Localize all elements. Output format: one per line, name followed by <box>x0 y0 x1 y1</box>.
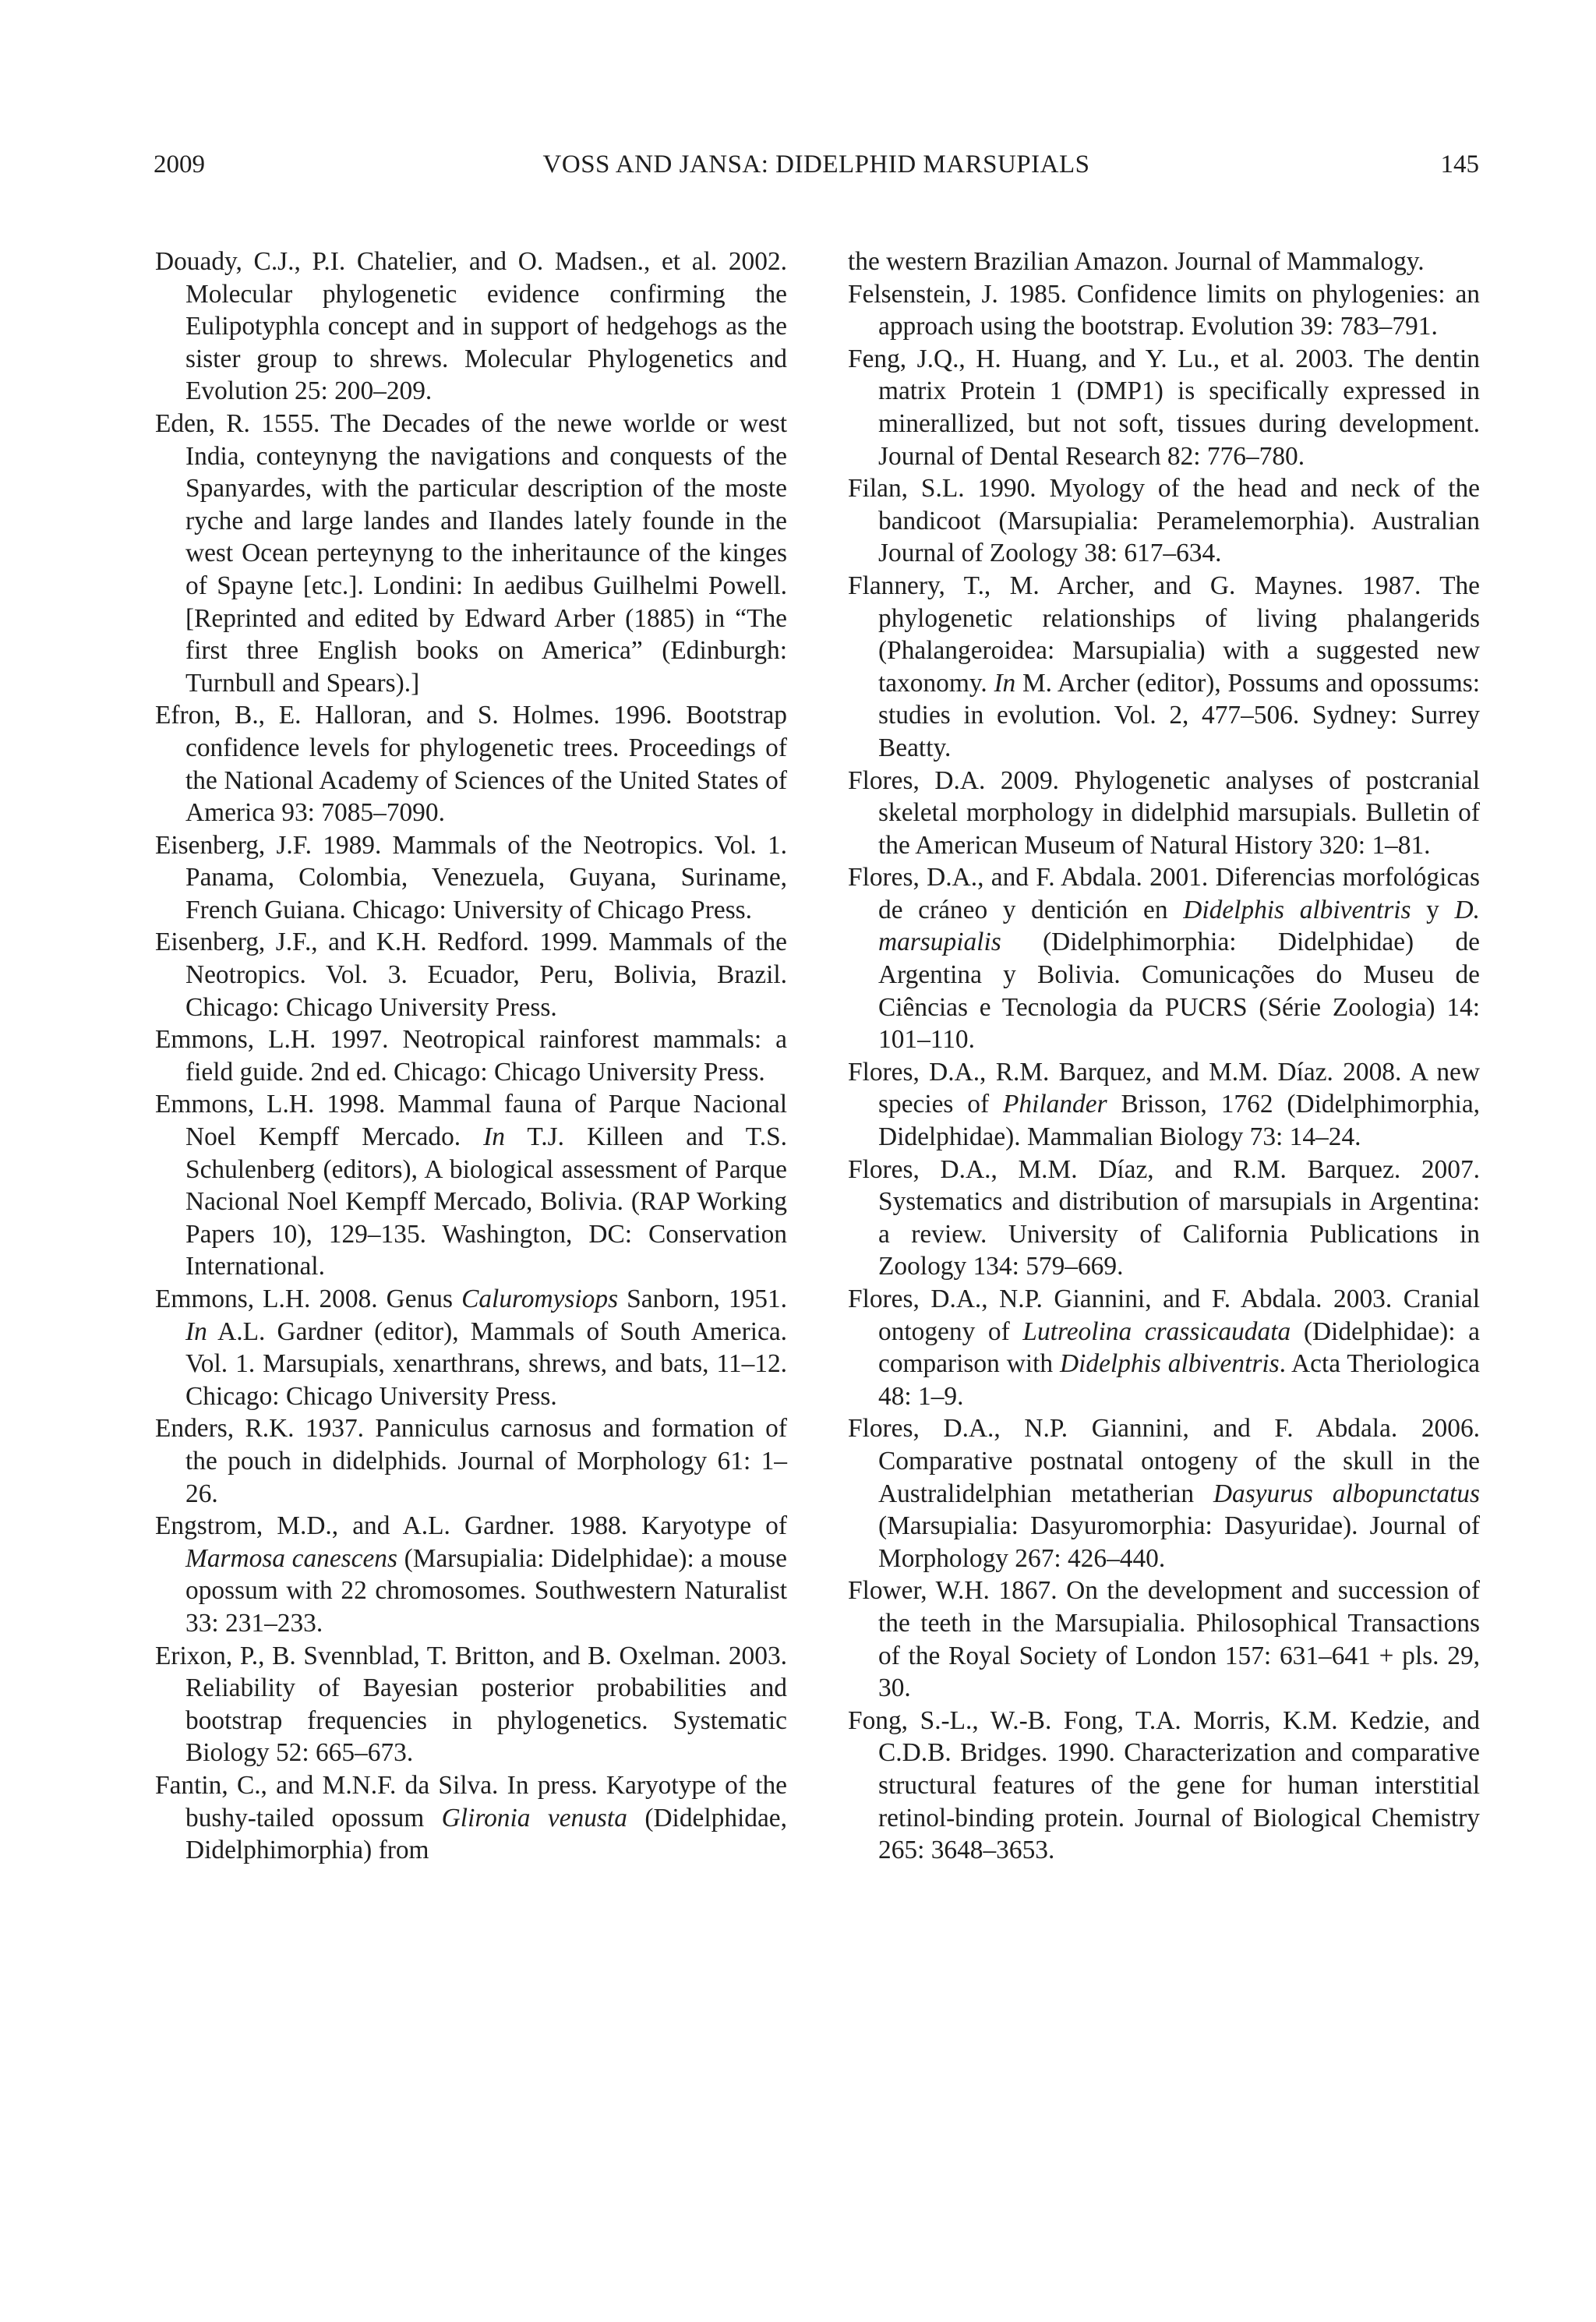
running-header <box>154 145 1479 184</box>
reference-entry: Enders, R.K. 1937. Panniculus carnosus and formation of the pouch in didelphids. Journal of Morphology 61: 1–26. <box>155 1414 787 1508</box>
reference-entry: Flores, D.A. 2009. Phylogenetic analyses of postcranial skeletal morphology in didelphid marsupials. Bulletin of the American Museum of Natural History 320: 1–81. <box>848 765 1480 860</box>
reference-entry: Fong, S.-L., W.-B. Fong, T.A. Morris, K.M. Kedzie, and C.D.B. Bridges. 1990. Characterization and comparative structural features of the gene for human interstitial retinol-binding protein. Journal of Biological Chemistry 265: 3648–3653. <box>848 1705 1480 1865</box>
right-column <box>848 246 1480 1867</box>
reference-entry: Flores, D.A., N.P. Giannini, and F. Abdala. 2003. Cranial ontogeny of Lutreolina crassicaudata (Didelphidae): a comparison with Didelphis albiventris. Acta Theriologica 48: 1–9. <box>848 1285 1481 1411</box>
reference-entry: Flower, W.H. 1867. On the development and succession of the teeth in the Marsupialia. Philosophical Transactions of the Royal Society of London 157: 631–641 + pls. 29, 30. <box>848 1576 1480 1703</box>
reference-entry: Eisenberg, J.F., and K.H. Redford. 1999. Mammals of the Neotropics. Vol. 3. Ecuador, Peru, Bolivia, Brazil. Chicago: Chicago University Press. <box>155 928 787 1022</box>
reference-entry: Engstrom, M.D., and A.L. Gardner. 1988. Karyotype of Marmosa canescens (Marsupialia: Didelphidae): a mouse opossum with 22 chromosomes. Southwestern Naturalist 33: 231–233. <box>155 1511 787 1638</box>
reference-entry: Flannery, T., M. Archer, and G. Maynes. 1987. The phylogenetic relationships of living phalangerids (Phalangeroidea: Marsupialia) with a suggested new taxonomy. In M. Archer (editor), Possums and opossums: studies in evolution. Vol. 2, 477–506. Sydney: Surrey Beatty. <box>848 571 1480 762</box>
header-title: VOSS AND JANSA: DIDELPHID MARSUPIALS <box>542 150 1090 178</box>
reference-entry: Douady, C.J., P.I. Chatelier, and O. Madsen., et al. 2002. Molecular phylogenetic evidence confirming the Eulipotyphla concept and in support of hedgehogs as the sister group to shrews. Molecular Phylogenetics and Evolution 25: 200–209. <box>155 247 787 406</box>
reference-entry: Erixon, P., B. Svennblad, T. Britton, and B. Oxelman. 2003. Reliability of Bayesian posterior probabilities and bootstrap frequencies in phylogenetics. Systematic Biology 52: 665–673. <box>155 1641 787 1768</box>
reference-entry: Flores, D.A., and F. Abdala. 2001. Diferencias morfológicas de cráneo y dentición en Didelphis albiventris y D. marsupialis (Didelphimorphia: Didelphidae) de Argentina y Bolivia. Comunicações do Museu de Ciências e Tecnologia da PUCRS (Série Zoologia) 14: 101–110. <box>848 863 1480 1055</box>
page-number: 145 <box>1440 150 1479 178</box>
header-year: 2009 <box>154 150 205 178</box>
reference-entry: Eden, R. 1555. The Decades of the newe worlde or west India, conteynyng the navigations and conquests of the Spanyardes, with the particular description of the moste ryche and large landes and Ilandes lately founde in the west Ocean perteynyng to the inheritaunce of the kinges of Spayne [etc.]. Londini: In aedibus Guilhelmi Powell. [Reprinted and edited by Edward Arber (1885) in “The first three English books on America” (Edinburgh: Turnbull and Spears).] <box>155 408 787 698</box>
reference-entry: Flores, D.A., N.P. Giannini, and F. Abdala. 2006. Comparative postnatal ontogeny of the skull in the Australidelphian metatherian Dasyurus albopunctatus (Marsupialia: Dasyuromorphia: Dasyuridae). Journal of Morphology 267: 426–440. <box>848 1414 1480 1573</box>
reference-entry: Fantin, C., and M.N.F. da Silva. In press. Karyotype of the bushy-tailed opossum Glironia venusta (Didelphidae, Didelphimorphia) from <box>155 1770 787 1865</box>
reference-entry: Felsenstein, J. 1985. Confidence limits on phylogenies: an approach using the bootstrap. Evolution 39: 783–791. <box>848 279 1480 341</box>
reference-entry: Feng, J.Q., H. Huang, and Y. Lu., et al. 2003. The dentin matrix Protein 1 (DMP1) is specifically expressed in minerallized, but not soft, tissues during development. Journal of Dental Research 82: 776–780. <box>848 344 1480 471</box>
reference-entry: Flores, D.A., R.M. Barquez, and M.M. Díaz. 2008. A new species of Philander Brisson, 1762 (Didelphimorphia, Didelphidae). Mammalian Biology 73: 14–24. <box>848 1057 1480 1152</box>
reference-entry: Emmons, L.H. 2008. Genus Caluromysiops Sanborn, 1951. In A.L. Gardner (editor), Mammals of South America. Vol. 1. Marsupials, xenarthrans, shrews, and bats, 11–12. Chicago: Chicago University Press. <box>155 1285 787 1411</box>
reference-entry: Filan, S.L. 1990. Myology of the head and neck of the bandicoot (Marsupialia: Peramelemorphia). Australian Journal of Zoology 38: 617–634. <box>848 474 1480 568</box>
reference-entry: Emmons, L.H. 1998. Mammal fauna of Parque Nacional Noel Kempff Mercado. In T.J. Killeen and T.S. Schulenberg (editors), A biological assessment of Parque Nacional Noel Kempff Mercado, Bolivia. (RAP Working Papers 10), 129–135. Washington, DC: Conservation International. <box>155 1090 787 1281</box>
reference-entry: the western Brazilian Amazon. Journal of Mammalogy. <box>848 247 1425 276</box>
left-column <box>155 246 787 1867</box>
reference-entry: Efron, B., E. Halloran, and S. Holmes. 1996. Bootstrap confidence levels for phylogenetic trees. Proceedings of the National Academy of Sciences of the United States of America 93: 7085–7090. <box>155 701 787 828</box>
reference-entry: Flores, D.A., M.M. Díaz, and R.M. Barquez. 2007. Systematics and distribution of marsupials in Argentina: a review. University of California Publications in Zoology 134: 579–669. <box>848 1154 1480 1281</box>
reference-entry: Emmons, L.H. 1997. Neotropical rainforest mammals: a field guide. 2nd ed. Chicago: Chicago University Press. <box>155 1025 787 1087</box>
reference-entry: Eisenberg, J.F. 1989. Mammals of the Neotropics. Vol. 1. Panama, Colombia, Venezuela, Guyana, Suriname, French Guiana. Chicago: University of Chicago Press. <box>155 830 787 924</box>
